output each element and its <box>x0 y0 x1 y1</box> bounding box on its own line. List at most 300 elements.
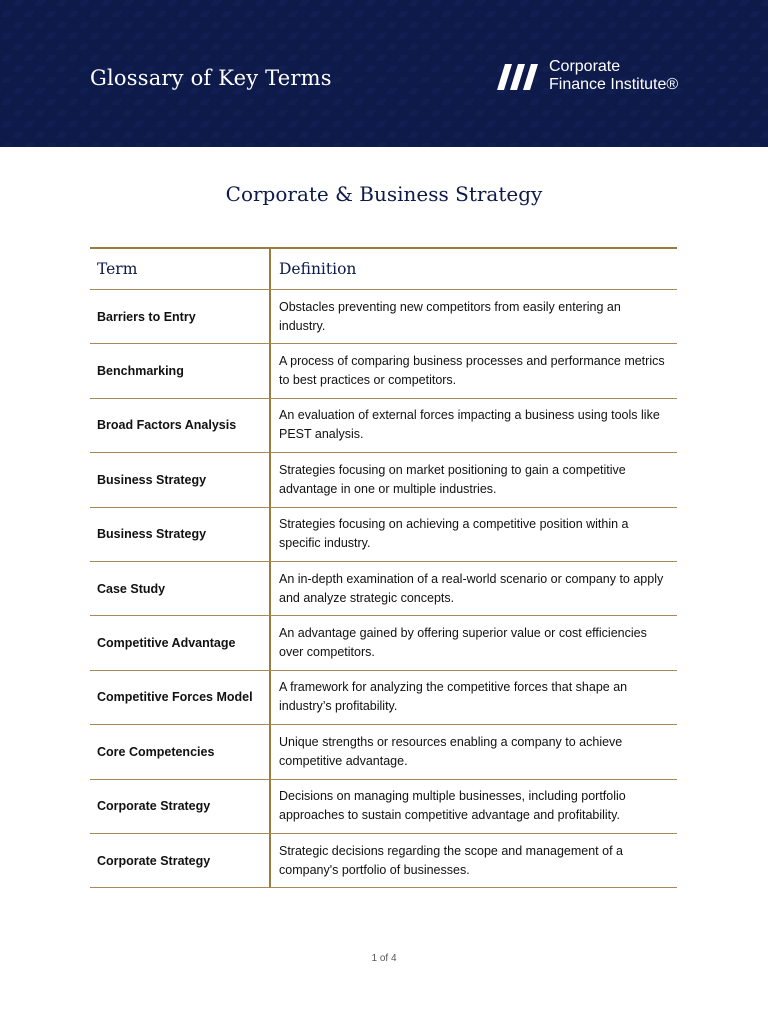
header-pattern-dash <box>529 33 541 39</box>
header-pattern-dash <box>419 121 431 127</box>
header-pattern-dash <box>0 110 2 116</box>
header-pattern-dash <box>144 132 156 138</box>
header-pattern-dash <box>89 99 101 105</box>
header-pattern-dash <box>89 11 101 17</box>
header-pattern-dash <box>254 44 266 50</box>
header-pattern-dash <box>100 110 112 116</box>
header-pattern-dash <box>375 77 387 83</box>
header-pattern-dash <box>166 0 178 6</box>
header-pattern-dash <box>276 0 288 6</box>
header-pattern-dash <box>441 143 453 147</box>
header-pattern-dash <box>562 132 574 138</box>
header-pattern-dash <box>298 22 310 28</box>
header-pattern-dash <box>23 77 35 83</box>
header-pattern-dash <box>166 44 178 50</box>
header-pattern-dash <box>320 22 332 28</box>
header-pattern-dash <box>639 11 651 17</box>
header-pattern-dash <box>353 11 365 17</box>
header-pattern-dash <box>78 132 90 138</box>
header-pattern-dash <box>122 110 134 116</box>
header-pattern-dash <box>584 132 596 138</box>
header-pattern-dash <box>89 55 101 61</box>
header-pattern-dash <box>331 33 343 39</box>
header-pattern-dash <box>760 66 768 72</box>
table-row <box>90 725 677 779</box>
term-cell: Case Study <box>90 562 271 615</box>
header-pattern-dash <box>353 55 365 61</box>
header-pattern-dash <box>452 44 464 50</box>
cfi-logo-icon <box>496 58 542 94</box>
header-pattern-dash <box>298 132 310 138</box>
header-pattern-dash <box>606 132 618 138</box>
header-pattern-dash <box>562 22 574 28</box>
logo-line-2: Finance Institute® <box>549 76 679 93</box>
header-pattern-dash <box>375 143 387 147</box>
header-pattern-dash <box>133 33 145 39</box>
header-pattern-dash <box>353 77 365 83</box>
header-pattern-dash <box>287 99 299 105</box>
header-pattern-dash <box>210 0 222 6</box>
header-pattern-dash <box>243 55 255 61</box>
header-pattern-dash <box>485 121 497 127</box>
header-pattern-dash <box>716 0 728 6</box>
header-pattern-dash <box>78 0 90 6</box>
header-pattern-dash <box>694 44 706 50</box>
header-pattern-dash <box>364 0 376 6</box>
header-pattern-dash <box>705 121 717 127</box>
header-pattern-dash <box>375 121 387 127</box>
header-pattern-dash <box>23 143 35 147</box>
header-pattern-dash <box>551 99 563 105</box>
header-pattern-dash <box>56 110 68 116</box>
header-pattern-dash <box>199 55 211 61</box>
header-pattern-dash <box>221 33 233 39</box>
term-cell: Broad Factors Analysis <box>90 399 271 452</box>
header-pattern-dash <box>254 0 266 6</box>
header-pattern-dash <box>155 121 167 127</box>
term-cell: Benchmarking <box>90 344 271 397</box>
header-pattern-dash <box>177 121 189 127</box>
header-pattern-dash <box>287 55 299 61</box>
header-pattern-dash <box>320 44 332 50</box>
header-pattern-dash <box>573 99 585 105</box>
term-cell: Business Strategy <box>90 453 271 506</box>
header-pattern-dash <box>683 77 695 83</box>
header-pattern-dash <box>298 110 310 116</box>
header-pattern-dash <box>67 121 79 127</box>
header-pattern-dash <box>419 33 431 39</box>
header-pattern-dash <box>0 88 2 94</box>
header-pattern-dash <box>331 121 343 127</box>
header-pattern-dash <box>463 121 475 127</box>
header-pattern-dash <box>243 143 255 147</box>
header-pattern-dash <box>386 44 398 50</box>
header-pattern-dash <box>221 11 233 17</box>
table-row <box>90 671 677 725</box>
header-pattern-dash <box>760 44 768 50</box>
header-pattern-dash <box>199 143 211 147</box>
header-pattern-dash <box>34 0 46 6</box>
header-pattern-dash <box>364 110 376 116</box>
header-pattern-dash <box>738 0 750 6</box>
header-pattern-dash <box>441 99 453 105</box>
header-pattern-dash <box>1 33 13 39</box>
header-pattern-dash <box>265 143 277 147</box>
header-pattern-dash <box>595 33 607 39</box>
header-pattern-dash <box>12 110 24 116</box>
header-pattern-dash <box>617 11 629 17</box>
header-pattern-dash <box>584 22 596 28</box>
header-pattern-dash <box>155 55 167 61</box>
header-pattern-dash <box>34 110 46 116</box>
header-pattern-dash <box>573 121 585 127</box>
header-pattern-dash <box>1 11 13 17</box>
column-header-term: Term <box>90 249 271 289</box>
header-pattern-dash <box>331 99 343 105</box>
header-pattern-dash <box>408 0 420 6</box>
header-pattern-dash <box>23 99 35 105</box>
header-pattern-dash <box>408 22 420 28</box>
header-pattern-dash <box>287 33 299 39</box>
header-pattern-dash <box>672 22 684 28</box>
header-pattern-dash <box>78 88 90 94</box>
header-pattern-dash <box>452 66 464 72</box>
header-pattern-dash <box>342 132 354 138</box>
header-pattern-dash <box>408 44 420 50</box>
header-pattern-dash <box>100 0 112 6</box>
header-pattern-dash <box>474 0 486 6</box>
header-pattern-dash <box>144 22 156 28</box>
header-pattern-dash <box>342 44 354 50</box>
header-pattern-dash <box>408 88 420 94</box>
term-cell: Business Strategy <box>90 508 271 561</box>
header-pattern-dash <box>397 33 409 39</box>
header-pattern-dash <box>661 11 673 17</box>
header-pattern-dash <box>419 55 431 61</box>
header-pattern-dash <box>595 99 607 105</box>
header-pattern-dash <box>364 66 376 72</box>
header-pattern-dash <box>463 143 475 147</box>
header-pattern-dash <box>342 22 354 28</box>
header-pattern-dash <box>628 22 640 28</box>
term-cell: Core Competencies <box>90 725 271 778</box>
header-pattern-dash <box>199 121 211 127</box>
header-pattern-dash <box>56 66 68 72</box>
header-pattern-dash <box>562 110 574 116</box>
header-pattern-dash <box>496 110 508 116</box>
header-pattern-dash <box>661 33 673 39</box>
header-pattern-dash <box>749 143 761 147</box>
table-row <box>90 508 677 562</box>
table-header-row <box>90 249 677 290</box>
header-pattern-dash <box>573 143 585 147</box>
header-pattern-dash <box>716 110 728 116</box>
header-pattern-dash <box>122 22 134 28</box>
header-pattern-dash <box>606 0 618 6</box>
header-pattern-dash <box>606 44 618 50</box>
header-pattern-dash <box>265 99 277 105</box>
header-pattern-dash <box>540 44 552 50</box>
term-cell: Corporate Strategy <box>90 780 271 833</box>
header-pattern-dash <box>364 22 376 28</box>
header-pattern-dash <box>133 143 145 147</box>
header-pattern-dash <box>661 99 673 105</box>
header-pattern-dash <box>177 99 189 105</box>
header-pattern-dash <box>243 99 255 105</box>
header-pattern-dash <box>705 99 717 105</box>
table-row <box>90 616 677 670</box>
header-pattern-dash <box>34 66 46 72</box>
header-pattern-dash <box>496 22 508 28</box>
header-pattern-dash <box>562 44 574 50</box>
header-pattern-dash <box>364 44 376 50</box>
header-pattern-dash <box>474 44 486 50</box>
header-pattern-dash <box>375 55 387 61</box>
header-pattern-dash <box>144 110 156 116</box>
header-pattern-dash <box>23 55 35 61</box>
header-pattern-dash <box>595 121 607 127</box>
header-pattern-dash <box>67 99 79 105</box>
header-pattern-dash <box>34 132 46 138</box>
header-pattern-dash <box>540 132 552 138</box>
header-pattern-dash <box>111 33 123 39</box>
header-pattern-dash <box>23 33 35 39</box>
header-pattern-dash <box>45 33 57 39</box>
header-pattern-dash <box>210 132 222 138</box>
header-pattern-dash <box>452 0 464 6</box>
header-pattern-dash <box>760 88 768 94</box>
header-pattern-dash <box>309 143 321 147</box>
header-pattern-dash <box>694 132 706 138</box>
header-pattern-dash <box>573 33 585 39</box>
page-header <box>0 0 768 147</box>
header-pattern-dash <box>452 88 464 94</box>
header-pattern-dash <box>188 44 200 50</box>
header-pattern-dash <box>507 11 519 17</box>
header-pattern-dash <box>683 33 695 39</box>
header-pattern-dash <box>254 132 266 138</box>
header-pattern-dash <box>683 11 695 17</box>
header-pattern-dash <box>386 22 398 28</box>
header-pattern-dash <box>12 44 24 50</box>
header-pattern-dash <box>177 11 189 17</box>
logo-text <box>549 58 678 94</box>
header-pattern-dash <box>111 121 123 127</box>
header-pattern-dash <box>419 143 431 147</box>
header-pattern-dash <box>573 11 585 17</box>
header-pattern-dash <box>199 99 211 105</box>
header-pattern-dash <box>760 22 768 28</box>
header-pattern-dash <box>0 44 2 50</box>
header-pattern-dash <box>650 132 662 138</box>
cfi-logo <box>496 58 678 94</box>
header-pattern-dash <box>276 132 288 138</box>
header-pattern-dash <box>639 99 651 105</box>
header-pattern-dash <box>67 33 79 39</box>
header-pattern-dash <box>749 11 761 17</box>
header-pattern-dash <box>474 132 486 138</box>
header-pattern-dash <box>529 121 541 127</box>
header-pattern-dash <box>133 121 145 127</box>
header-pattern-dash <box>716 88 728 94</box>
definition-cell: An evaluation of external forces impacting a business using tools like PEST analysis. <box>279 408 660 442</box>
header-pattern-dash <box>67 143 79 147</box>
header-pattern-dash <box>331 77 343 83</box>
header-pattern-dash <box>430 44 442 50</box>
header-pattern-dash <box>408 132 420 138</box>
header-pattern-dash <box>364 88 376 94</box>
header-pattern-dash <box>276 110 288 116</box>
header-pattern-dash <box>298 0 310 6</box>
header-pattern-dash <box>584 0 596 6</box>
table-row <box>90 290 677 344</box>
header-pattern-dash <box>144 0 156 6</box>
header-pattern-dash <box>727 99 739 105</box>
header-pattern-dash <box>254 22 266 28</box>
header-pattern-dash <box>122 0 134 6</box>
header-pattern-dash <box>727 143 739 147</box>
header-pattern-dash <box>111 143 123 147</box>
header-pattern-dash <box>386 88 398 94</box>
header-pattern-dash <box>45 11 57 17</box>
header-pattern-dash <box>232 22 244 28</box>
header-pattern-dash <box>166 132 178 138</box>
header-pattern-dash <box>760 110 768 116</box>
header-pattern-dash <box>243 121 255 127</box>
header-pattern-dash <box>749 77 761 83</box>
header-pattern-dash <box>716 132 728 138</box>
header-pattern-dash <box>100 132 112 138</box>
header-pattern-dash <box>529 143 541 147</box>
header-pattern-dash <box>199 11 211 17</box>
header-pattern-dash <box>485 99 497 105</box>
header-pattern-dash <box>749 55 761 61</box>
header-pattern-dash <box>56 22 68 28</box>
header-pattern-dash <box>727 33 739 39</box>
header-pattern-dash <box>276 22 288 28</box>
header-pattern-dash <box>716 22 728 28</box>
header-pattern-dash <box>727 77 739 83</box>
header-pattern-dash <box>430 110 442 116</box>
header-pattern-dash <box>364 132 376 138</box>
header-pattern-dash <box>419 11 431 17</box>
header-pattern-dash <box>694 22 706 28</box>
header-pattern-dash <box>441 121 453 127</box>
header-pattern-dash <box>188 132 200 138</box>
term-cell: Corporate Strategy <box>90 834 271 887</box>
header-pattern-dash <box>1 99 13 105</box>
header-pattern-dash <box>331 55 343 61</box>
header-pattern-dash <box>463 99 475 105</box>
header-pattern-dash <box>232 0 244 6</box>
header-pattern-dash <box>452 132 464 138</box>
header-pattern-dash <box>738 44 750 50</box>
header-pattern-dash <box>760 132 768 138</box>
header-pattern-dash <box>716 66 728 72</box>
header-pattern-dash <box>309 55 321 61</box>
header-pattern-dash <box>540 0 552 6</box>
header-pattern-dash <box>705 33 717 39</box>
header-pattern-dash <box>276 44 288 50</box>
header-pattern-dash <box>551 11 563 17</box>
header-pattern-dash <box>353 121 365 127</box>
header-pattern-dash <box>463 11 475 17</box>
glossary-table <box>90 247 677 888</box>
header-pattern-dash <box>23 121 35 127</box>
header-pattern-dash <box>628 110 640 116</box>
header-pattern-dash <box>45 143 57 147</box>
header-pattern-dash <box>496 132 508 138</box>
header-pattern-dash <box>749 99 761 105</box>
definition-cell: Strategic decisions regarding the scope and management of a company's portfolio of businesses. <box>279 843 623 877</box>
header-pattern-dash <box>254 110 266 116</box>
header-pattern-dash <box>738 132 750 138</box>
header-pattern-dash <box>23 11 35 17</box>
page-number: 1 of 4 <box>371 953 397 964</box>
header-pattern-dash <box>452 110 464 116</box>
header-pattern-dash <box>287 121 299 127</box>
header-pattern-dash <box>1 55 13 61</box>
header-pattern-dash <box>12 66 24 72</box>
header-pattern-dash <box>78 44 90 50</box>
header-pattern-dash <box>309 33 321 39</box>
header-pattern-dash <box>243 11 255 17</box>
header-pattern-dash <box>749 33 761 39</box>
header-pattern-dash <box>639 33 651 39</box>
header-pattern-dash <box>133 55 145 61</box>
header-pattern-dash <box>386 110 398 116</box>
header-pattern-dash <box>100 22 112 28</box>
header-pattern-dash <box>386 0 398 6</box>
definition-cell: Obstacles preventing new competitors from easily entering an industry. <box>279 299 621 333</box>
header-pattern-dash <box>78 110 90 116</box>
header-pattern-dash <box>166 110 178 116</box>
header-pattern-dash <box>606 22 618 28</box>
table-row <box>90 780 677 834</box>
header-pattern-dash <box>1 77 13 83</box>
header-pattern-dash <box>419 77 431 83</box>
header-pattern-dash <box>397 11 409 17</box>
header-pattern-dash <box>375 11 387 17</box>
header-pattern-dash <box>56 132 68 138</box>
header-pattern-dash <box>485 143 497 147</box>
header-pattern-dash <box>1 143 13 147</box>
header-pattern-dash <box>485 33 497 39</box>
header-pattern-dash <box>507 33 519 39</box>
section-title: Corporate & Business Strategy <box>225 182 543 206</box>
header-pattern-dash <box>45 99 57 105</box>
definition-cell: A process of comparing business processes and performance metrics to best practices or competitors. <box>279 354 665 388</box>
header-pattern-dash <box>463 33 475 39</box>
header-pattern-dash <box>265 55 277 61</box>
header-pattern-dash <box>738 88 750 94</box>
header-pattern-dash <box>584 110 596 116</box>
header-pattern-dash <box>331 11 343 17</box>
header-pattern-dash <box>672 0 684 6</box>
header-pattern-dash <box>386 132 398 138</box>
header-pattern-dash <box>705 77 717 83</box>
header-pattern-dash <box>210 110 222 116</box>
header-pattern-dash <box>694 88 706 94</box>
header-pattern-dash <box>628 132 640 138</box>
header-pattern-dash <box>89 121 101 127</box>
header-pattern-dash <box>78 22 90 28</box>
column-header-definition: Definition <box>279 259 357 278</box>
header-pattern-dash <box>221 99 233 105</box>
header-pattern-dash <box>45 121 57 127</box>
header-pattern-dash <box>430 132 442 138</box>
header-pattern-dash <box>617 121 629 127</box>
